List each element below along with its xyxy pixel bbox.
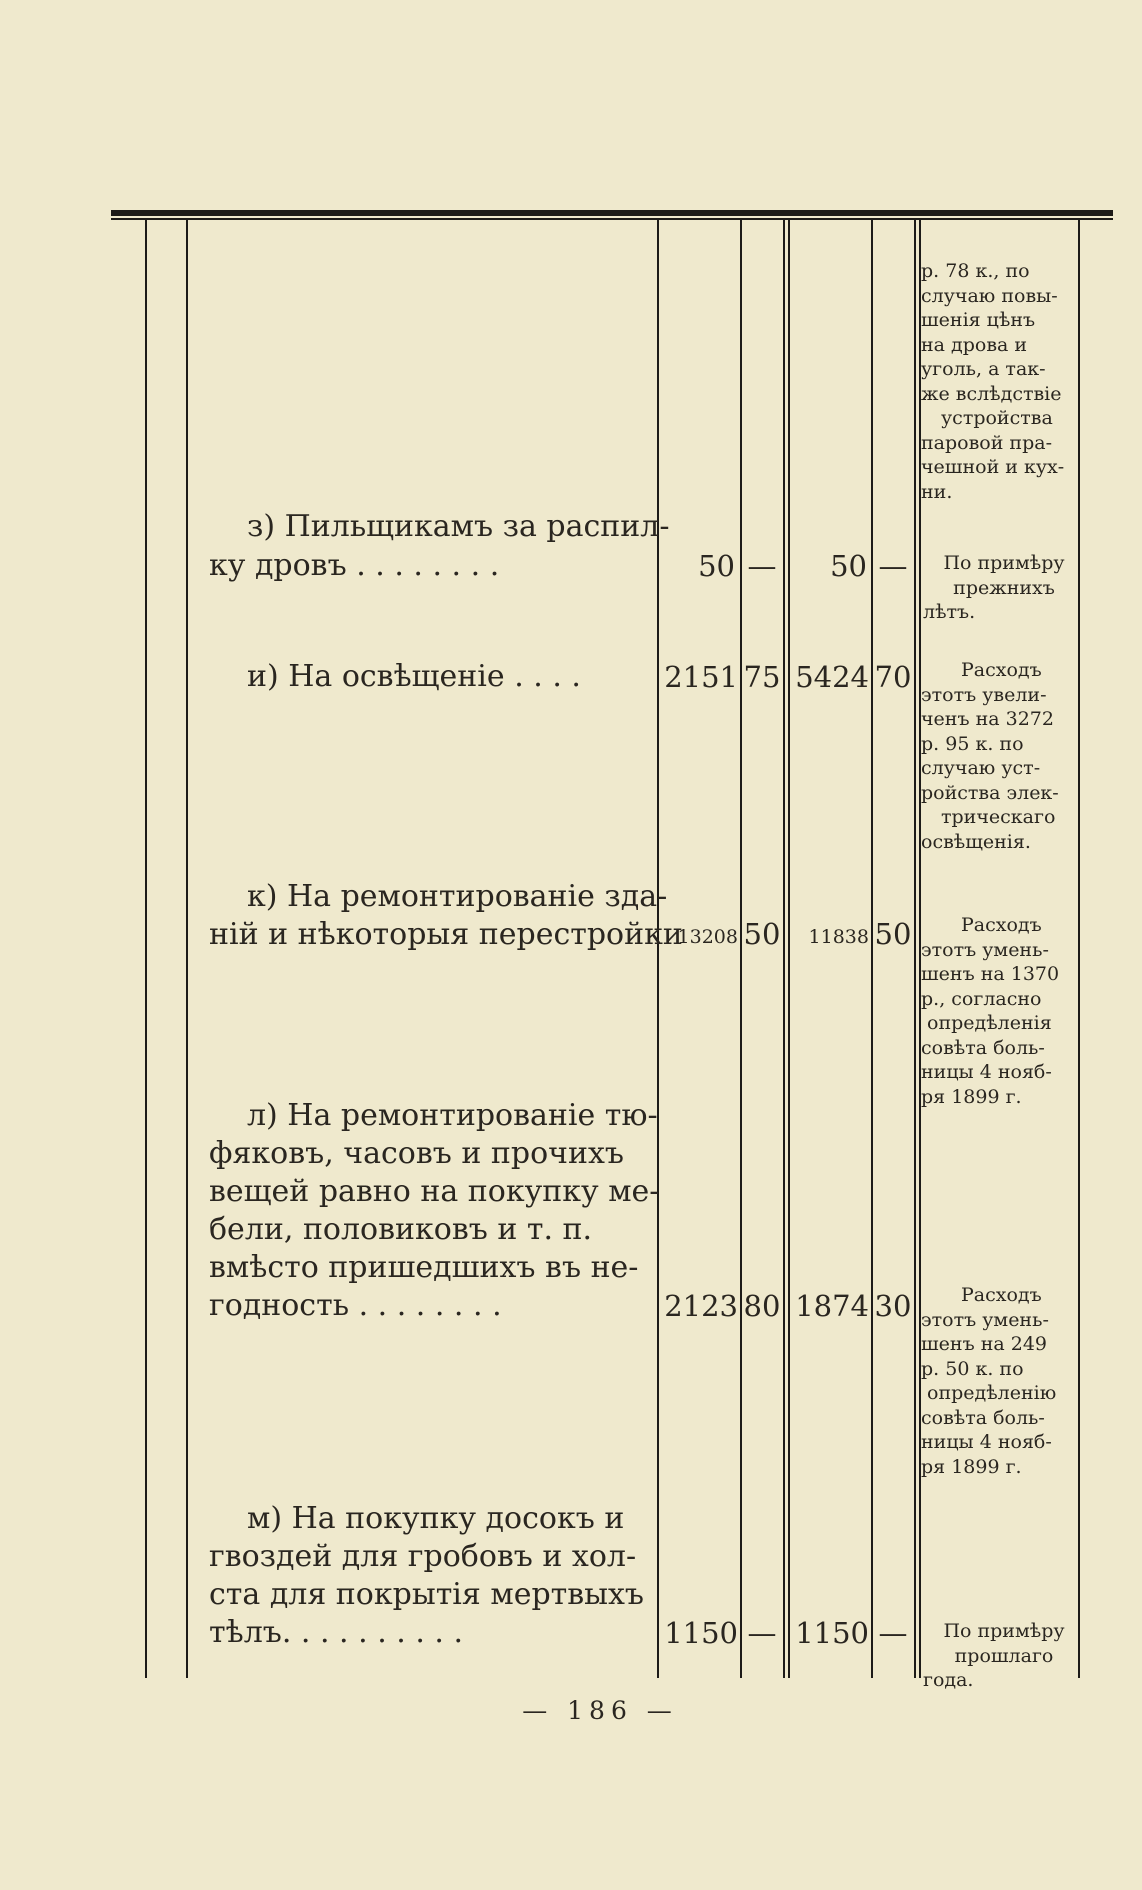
note-line: опредѣленія	[927, 1012, 1052, 1034]
note-line: случаю повы-	[921, 284, 1058, 307]
item-line: з) Пильщикамъ за распил-	[247, 509, 670, 544]
item-line: ку дровъ . . . . . . . .	[209, 548, 500, 583]
item-line: гвоздей для гробовъ и хол-	[209, 1539, 637, 1574]
item-line: к) На ремонтированіе зда-	[247, 879, 668, 914]
item-line: ній и нѣкоторыя перестройки	[209, 917, 683, 952]
note-line: ницы 4 нояб-	[921, 1061, 1052, 1083]
note-line: Расходъ	[961, 914, 1042, 936]
sum2-rubles: 1150	[795, 1616, 869, 1650]
sum2-kopecks: 30	[874, 1289, 912, 1323]
sum1-rubles: 50	[698, 549, 735, 583]
sum1-kopecks: 50	[743, 917, 781, 951]
sum1-kopecks: —	[747, 1616, 777, 1650]
note-line: шенъ на 249	[921, 1333, 1047, 1355]
sum2-kopecks: 70	[874, 660, 912, 694]
note-line: ря 1899 г.	[921, 1455, 1022, 1478]
column-rule	[186, 220, 188, 1678]
item-line: вмѣсто пришедшихъ въ не-	[209, 1250, 639, 1285]
item-line: и) На освѣщеніе . . . .	[247, 659, 581, 694]
sum1-rubles: 1150	[664, 1616, 738, 1650]
note-line: этотъ умень-	[921, 938, 1049, 961]
column-rule	[145, 220, 147, 1678]
note-line: паровой пра-	[921, 431, 1053, 454]
note-row	[921, 913, 1083, 1109]
note-line: прошлаго	[954, 1644, 1054, 1667]
sum2-rubles: 11838	[808, 926, 869, 948]
sum2-kopecks: —	[878, 549, 908, 583]
note-line: р., согласно	[921, 987, 1042, 1010]
header-rule-thick	[111, 210, 1113, 216]
note-line: лѣтъ.	[923, 601, 976, 623]
note-line: Расходъ	[961, 659, 1042, 681]
sum1-kopecks: 75	[743, 660, 781, 694]
item-line: фяковъ, часовъ и прочихъ	[209, 1136, 624, 1171]
note-line: случаю уст-	[921, 757, 1041, 779]
note-line: уголь, а так-	[921, 358, 1046, 380]
sum2-kopecks: —	[878, 1616, 908, 1650]
note-line: года.	[923, 1669, 974, 1691]
note-line: ченъ на 3272	[921, 708, 1054, 730]
note-line: этотъ умень-	[921, 1308, 1049, 1331]
note-line: освѣщенія.	[921, 830, 1031, 853]
note-line: ройства элек-	[921, 781, 1059, 804]
note-line: р. 78 к., по	[921, 260, 1030, 282]
note-line: этотъ увели-	[921, 683, 1047, 706]
note-line: р. 95 к. по	[921, 732, 1024, 755]
note-row	[921, 1283, 1083, 1479]
note-line: совѣта боль-	[921, 1406, 1045, 1429]
sum1-rubles: 2123	[664, 1289, 738, 1323]
item-line: ста для покрытія мертвыхъ	[209, 1577, 645, 1612]
note-line: устройства	[941, 407, 1053, 429]
item-line: годность . . . . . . . .	[209, 1288, 502, 1323]
note-line: шенія цѣнъ	[921, 309, 1036, 331]
note-row	[921, 658, 1083, 854]
sum2-rubles: 50	[830, 549, 867, 583]
note-line: По примѣру	[943, 1620, 1065, 1642]
sum1-rubles: 13208	[677, 926, 738, 948]
sum2-rubles: 1874	[795, 1289, 869, 1323]
sum2-kopecks: 50	[874, 917, 912, 951]
sum1-kopecks: —	[747, 549, 777, 583]
note-line: р. 50 к. по	[921, 1357, 1024, 1380]
item-line: м) На покупку досокъ и	[247, 1501, 625, 1536]
note-line: опредѣленію	[927, 1382, 1057, 1404]
note-line: совѣта боль-	[921, 1036, 1045, 1059]
sum2-rubles: 5424	[795, 660, 869, 694]
note-line: ря 1899 г.	[921, 1085, 1022, 1108]
note-line: ни.	[921, 480, 953, 503]
sum1-rubles: 2151	[664, 660, 738, 694]
sum1-kopecks: 80	[743, 1289, 781, 1323]
item-line: бели, половиковъ и т. п.	[209, 1212, 593, 1247]
note-line: прежнихъ	[953, 576, 1055, 599]
note-row	[923, 551, 1085, 625]
column-rule	[914, 220, 916, 1678]
item-line: л) На ремонтированіе тю-	[247, 1098, 658, 1133]
note-line: чешной и кух-	[921, 456, 1065, 478]
header-rule-thin	[111, 218, 1113, 220]
page-number: — 186 —	[522, 1696, 678, 1725]
item-line: вещей равно на покупку ме-	[209, 1174, 660, 1209]
column-rule	[783, 220, 785, 1678]
note-line: ницы 4 нояб-	[921, 1431, 1052, 1453]
item-line: тѣлъ. . . . . . . . . .	[209, 1615, 464, 1650]
note-line: на дрова и	[921, 333, 1028, 356]
note-line: По примѣру	[943, 552, 1065, 574]
note-line: Расходъ	[961, 1284, 1042, 1306]
note-continuation	[921, 259, 1083, 504]
note-line: трическаго	[941, 806, 1056, 828]
note-line: шенъ на 1370	[921, 963, 1060, 985]
note-row	[923, 1619, 1085, 1693]
note-line: же вслѣдствіе	[921, 382, 1062, 405]
